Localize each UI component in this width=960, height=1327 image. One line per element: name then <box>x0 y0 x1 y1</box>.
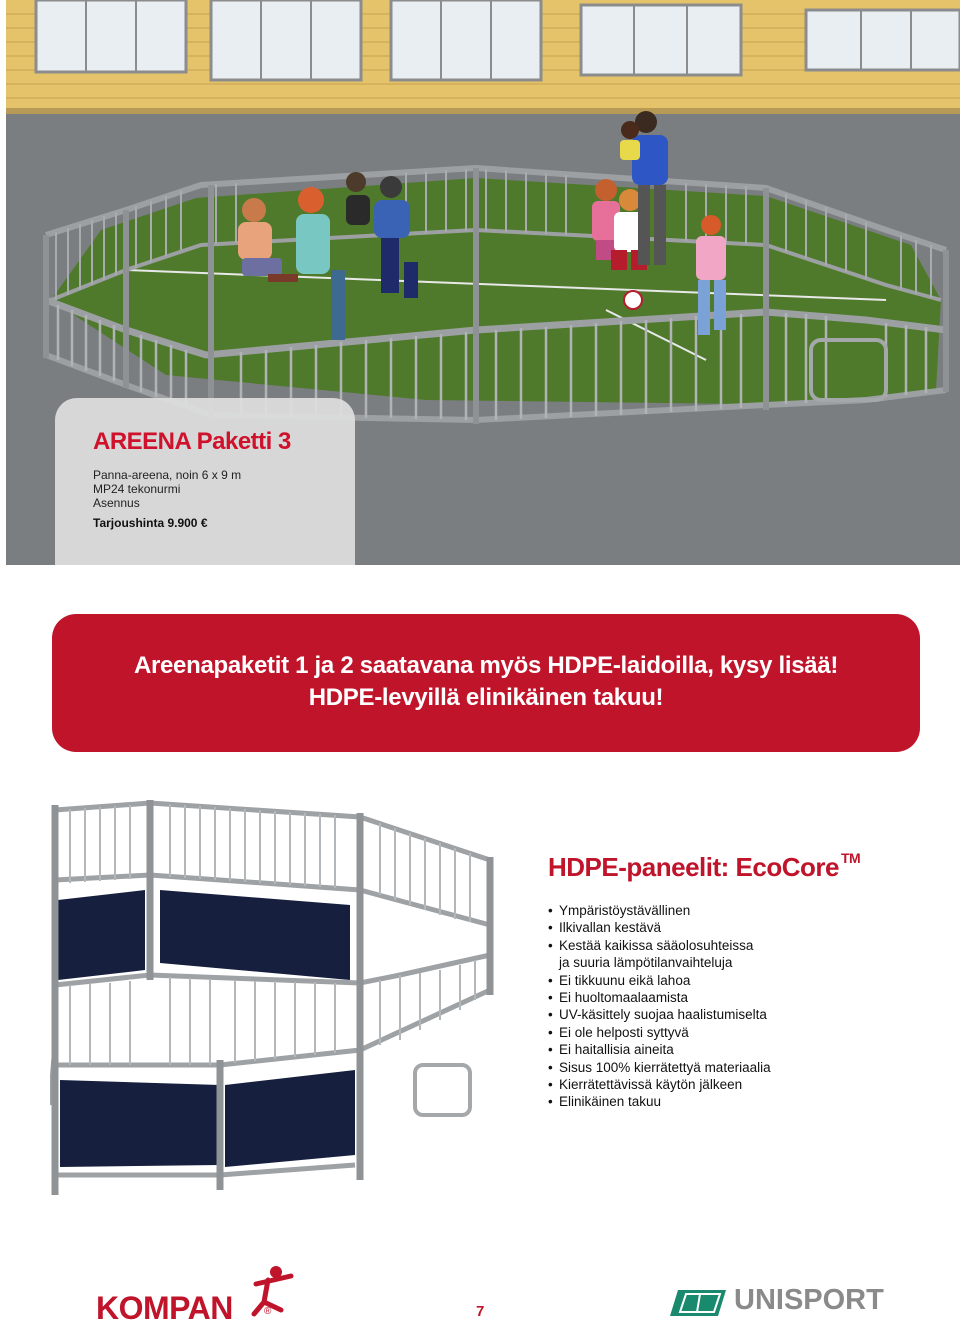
ecocore-title <box>548 852 860 883</box>
feature-item <box>548 1006 771 1023</box>
feature-item <box>548 1041 771 1058</box>
promo-price: Tarjoushinta 9.900 € <box>93 516 208 530</box>
unisport-wordmark: UNISPORT <box>734 1284 884 1316</box>
panel-fence-drawing <box>50 795 550 1215</box>
promo-line-install: Asennus <box>93 496 140 510</box>
feature-item <box>548 1076 771 1093</box>
banner-line-1: Areenapaketit 1 ja 2 saatavana myös HDPE-laidoilla, kysy lisää! <box>133 652 839 679</box>
promo-title: AREENA Paketti 3 <box>93 428 291 455</box>
banner-line-2: HDPE-levyillä elinikäinen takuu! <box>308 684 664 711</box>
trademark: TM <box>840 850 861 866</box>
kompan-logo <box>96 1262 296 1326</box>
feature-text: Ilkivallan kestävä <box>559 920 662 936</box>
feature-text: Ei tikkuunu eikä lahoa <box>559 972 691 988</box>
navy-panel <box>160 890 350 980</box>
navy-panel <box>58 890 145 980</box>
navy-panel <box>225 1070 355 1167</box>
feature-item <box>548 937 771 972</box>
feature-item <box>548 989 771 1006</box>
unisport-logo <box>668 1284 884 1324</box>
hdpe-banner <box>52 614 920 752</box>
kompan-wordmark: KOMPAN <box>96 1290 233 1326</box>
feature-item <box>548 1093 771 1110</box>
goal-opening <box>415 1065 470 1115</box>
feature-text: Ei ole helposti syttyvä <box>559 1024 689 1040</box>
promo-line-arena: Panna-areena, noin 6 x 9 m <box>93 468 242 482</box>
feature-item <box>548 972 771 989</box>
feature-item <box>548 919 771 936</box>
unisport-field-icon <box>668 1284 728 1320</box>
feature-item <box>548 902 771 919</box>
feature-item <box>548 1024 771 1041</box>
feature-text-continued: ja suuria lämpötilanvaihteluja <box>559 955 733 971</box>
hdpe-panel-illustration <box>50 795 550 1215</box>
ecocore-feature-list <box>548 902 771 1111</box>
feature-item <box>548 1059 771 1076</box>
registered-mark: ® <box>264 1306 272 1317</box>
navy-panel <box>60 1080 220 1167</box>
page-number: 7 <box>476 1303 485 1320</box>
feature-text: Kierrätettävissä käytön jälkeen <box>559 1077 743 1093</box>
building-windows <box>36 0 960 80</box>
ecocore-title-text: HDPE-paneelit: EcoCore <box>548 852 839 882</box>
feature-text: UV-käsittely suojaa haalistumiselta <box>559 1007 767 1023</box>
feature-text: Kestää kaikissa sääolosuhteissa <box>559 937 754 953</box>
promo-line-turf: MP24 tekonurmi <box>93 482 181 496</box>
promo-card <box>55 398 355 565</box>
feature-text: Ei haitallisia aineita <box>559 1042 674 1058</box>
feature-text: Ei huoltomaalaamista <box>559 990 689 1006</box>
feature-text: Ympäristöystävällinen <box>559 903 691 918</box>
feature-text: Sisus 100% kierrätettyä materiaalia <box>559 1059 771 1075</box>
feature-text: Elinikäinen takuu <box>559 1094 662 1110</box>
